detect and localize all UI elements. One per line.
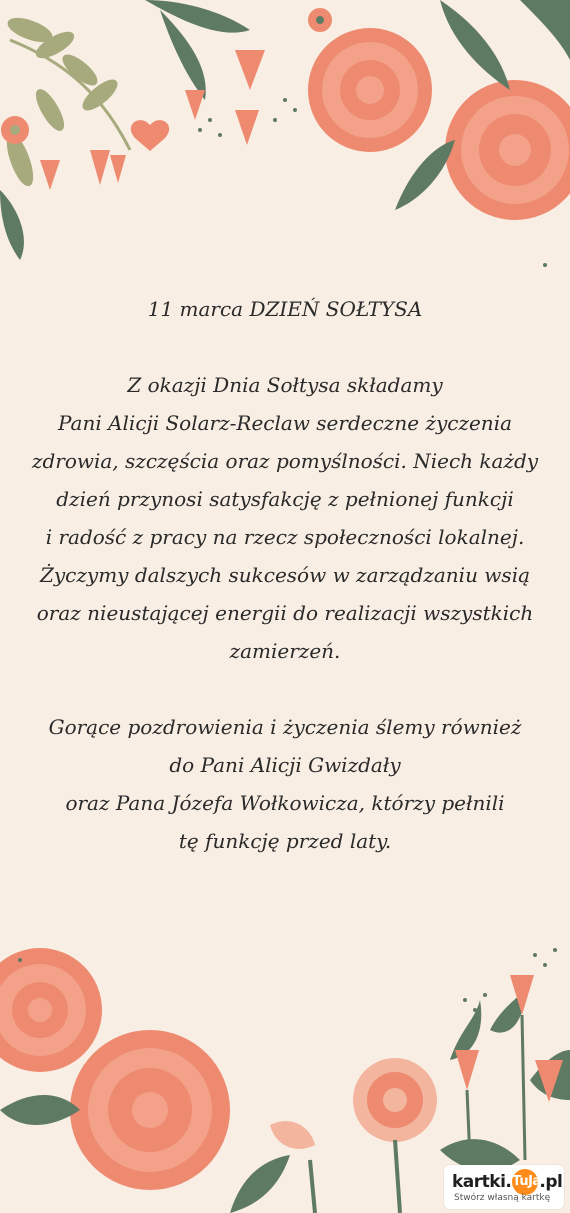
- kartki-logo[interactable]: [444, 1165, 564, 1209]
- message-line: Życzymy dalszych sukcesów w zarządzaniu wsią: [39, 563, 531, 587]
- message-line: dzień przynosi satysfakcję z pełnionej funkcji: [56, 487, 514, 511]
- message-line: do Pani Alicji Gwizdały: [169, 753, 401, 777]
- logo-brand: [452, 1169, 562, 1195]
- message-line: tę funkcję przed laty.: [178, 829, 392, 853]
- message-line: oraz nieustającej energii do realizacji wszystkich: [36, 601, 534, 625]
- olive-branch-icon: [4, 15, 130, 187]
- message-line: i radość z pracy na rzecz społeczności lokalnej.: [45, 525, 525, 549]
- tulip-flower-icon: [455, 975, 563, 1160]
- message-line: zamierzeń.: [229, 639, 341, 663]
- message-line: Gorące pozdrowienia i życzenia ślemy również: [48, 715, 522, 739]
- peach-flower-icon: [270, 1058, 437, 1213]
- message-line: Z okazji Dnia Sołtysa składamy: [127, 373, 443, 397]
- heart-icon: [131, 120, 169, 151]
- logo-tagline: Stwórz własną kartkę: [454, 1193, 551, 1203]
- message-line: zdrowia, szczęścia oraz pomyślności. Niech każdy: [31, 449, 539, 473]
- message-line: oraz Pana Józefa Wołkowicza, którzy pełnili: [65, 791, 505, 815]
- dahlia-flower-icon: [0, 948, 230, 1190]
- message-line: Pani Alicji Solarz-Reclaw serdeczne życzenia: [57, 411, 513, 435]
- dahlia-flower-icon: [308, 28, 570, 220]
- logo-badge: TuJa: [512, 1169, 538, 1195]
- greeting-text: [20, 290, 550, 860]
- logo-brand-right: .pl: [539, 1172, 563, 1192]
- card-title: 11 marca DZIEŃ SOŁTYSA: [147, 297, 423, 321]
- logo-brand-left: kartki.: [452, 1172, 512, 1192]
